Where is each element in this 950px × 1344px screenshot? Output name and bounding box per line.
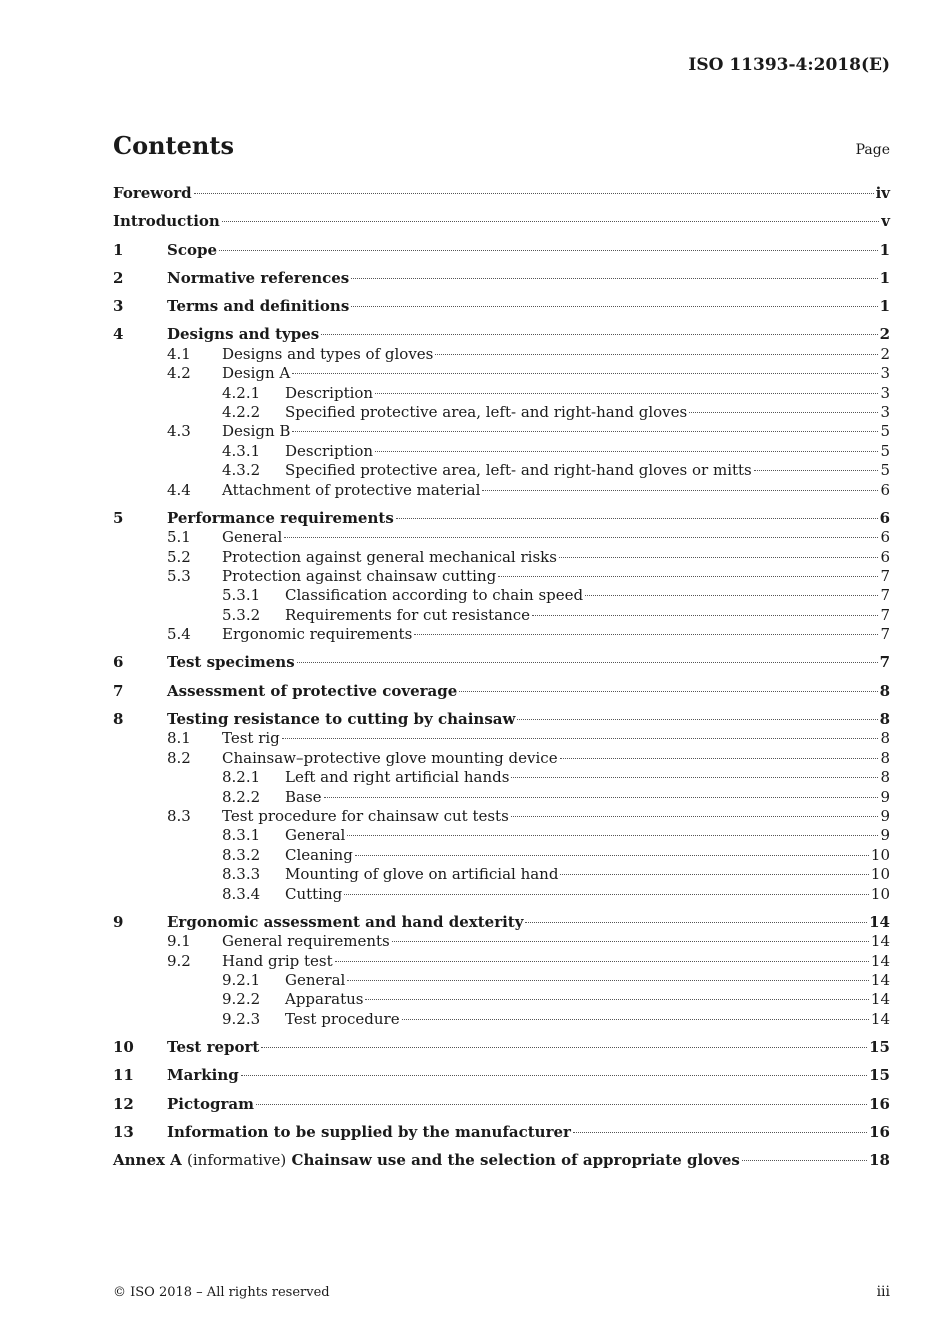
toc-entry-title: Requirements for cut resistance xyxy=(285,605,531,624)
dot-leader xyxy=(560,758,879,759)
dot-leader xyxy=(194,193,874,194)
toc-entry[interactable] xyxy=(113,749,890,768)
toc-entry-title: Foreword xyxy=(113,184,192,202)
toc-entry-title: Normative references xyxy=(167,268,350,287)
toc-entry[interactable] xyxy=(113,442,890,461)
toc-entry[interactable] xyxy=(113,241,890,260)
toc-entry[interactable] xyxy=(113,807,890,826)
dot-leader xyxy=(256,1104,867,1105)
toc-entry-page: 5 xyxy=(880,422,890,441)
toc-entry[interactable] xyxy=(113,461,890,480)
dot-leader xyxy=(365,999,868,1000)
toc-entry-title: Chainsaw–protective glove mounting device xyxy=(222,748,558,767)
toc-entry-number: 5.3.2 xyxy=(222,605,261,624)
dot-leader xyxy=(284,537,878,538)
toc-entry-page: 8 xyxy=(880,768,890,787)
annex-label: Annex A xyxy=(113,1151,182,1170)
toc-entry-page: 5 xyxy=(880,441,890,460)
toc-entry-number: 8.3.3 xyxy=(222,865,261,884)
toc-entry-number: 4 xyxy=(113,325,124,344)
toc-entry[interactable] xyxy=(113,509,890,528)
toc-entry-title: Designs and types xyxy=(167,325,320,344)
toc-entry-page: 14 xyxy=(870,932,890,951)
toc-entry[interactable] xyxy=(113,846,890,865)
toc-entry-title: General xyxy=(285,970,346,989)
dot-leader xyxy=(335,961,869,962)
toc-entry-title: Test rig xyxy=(222,729,280,748)
toc-entry-page: v xyxy=(881,212,890,231)
dot-leader xyxy=(459,691,877,692)
dot-leader xyxy=(402,1019,869,1020)
toc-entry[interactable] xyxy=(113,481,890,500)
toc-entry-title: General requirements xyxy=(222,932,390,951)
dot-leader xyxy=(392,941,869,942)
toc-entry-title: Attachment of protective material xyxy=(222,480,481,499)
toc-entry-number: 9 xyxy=(113,912,124,931)
toc-entry-title: General xyxy=(222,528,283,547)
toc-entry[interactable] xyxy=(113,729,890,748)
toc-entry[interactable] xyxy=(113,913,890,932)
toc-entry[interactable] xyxy=(113,325,890,344)
toc-entry-title: Apparatus xyxy=(285,990,364,1009)
toc-entry-number: 4.2.1 xyxy=(222,383,261,402)
dot-leader xyxy=(573,1132,867,1133)
toc-entry-number: 5.3 xyxy=(167,566,191,585)
toc-entry-title: Test procedure xyxy=(285,1009,400,1028)
copyright-notice: © ISO 2018 – All rights reserved xyxy=(113,1285,330,1300)
dot-leader xyxy=(347,980,869,981)
toc-entry-page: 7 xyxy=(880,566,890,585)
toc-entry-number: 1 xyxy=(113,240,124,259)
toc-entry-page: 18 xyxy=(869,1151,890,1170)
dot-leader xyxy=(498,576,878,577)
dot-leader xyxy=(321,334,877,335)
dot-leader xyxy=(351,306,877,307)
toc-entry-title: General xyxy=(285,826,346,845)
toc-entry-page: 7 xyxy=(880,625,890,644)
dot-leader xyxy=(511,777,878,778)
toc-entry-number: 4.3.1 xyxy=(222,441,261,460)
toc-entry-number: 3 xyxy=(113,297,124,316)
toc-entry-number: 5.2 xyxy=(167,547,191,566)
dot-leader xyxy=(324,797,879,798)
toc-entry[interactable] xyxy=(113,1066,890,1085)
toc-entry-title: Base xyxy=(285,787,322,806)
dot-leader xyxy=(222,221,879,222)
toc-entry-page: 5 xyxy=(880,461,890,480)
toc-entry-page: 8 xyxy=(880,748,890,767)
toc-entry-page: 2 xyxy=(879,325,890,344)
toc-entry-number: 9.1 xyxy=(167,932,191,951)
toc-entry-number: 8.2.1 xyxy=(222,768,261,787)
toc-entry-title: Scope xyxy=(167,240,218,259)
toc-entry-page: 15 xyxy=(869,1038,890,1057)
toc-entry[interactable] xyxy=(113,625,890,644)
dot-leader xyxy=(689,412,878,413)
toc-entry-page: 10 xyxy=(870,845,890,864)
toc-entry[interactable] xyxy=(113,528,890,547)
toc-entry-number: 8.3.4 xyxy=(222,884,261,903)
toc-entry[interactable] xyxy=(113,990,890,1009)
dot-leader xyxy=(292,431,878,432)
toc-entry-title: Left and right artificial hands xyxy=(285,768,510,787)
toc-entry-number: 4.3.2 xyxy=(222,461,261,480)
toc-entry-page: 6 xyxy=(879,508,890,527)
toc-entry[interactable] xyxy=(113,403,890,422)
dot-leader xyxy=(511,816,879,817)
toc-entry-title: Ergonomic requirements xyxy=(222,625,413,644)
toc-entry-page: 3 xyxy=(880,364,890,383)
toc-entry-title: Designs and types of gloves xyxy=(222,344,434,363)
toc-entry-page: 3 xyxy=(880,383,890,402)
toc-entry-page: 1 xyxy=(879,240,890,259)
toc-entry[interactable] xyxy=(113,932,890,951)
toc-entry-number: 10 xyxy=(113,1038,134,1057)
toc-entry[interactable] xyxy=(113,971,890,990)
toc-entry-number: 6 xyxy=(113,653,124,672)
dot-leader xyxy=(532,615,878,616)
toc-entry-title: Design A xyxy=(222,364,291,383)
toc-entry-number: 8.2.2 xyxy=(222,787,261,806)
document-identifier: ISO 11393-4:2018(E) xyxy=(688,55,890,75)
toc-entry[interactable] xyxy=(113,826,890,845)
toc-entry[interactable] xyxy=(113,1095,890,1114)
toc-entry-title: Mounting of glove on artificial hand xyxy=(285,865,559,884)
dot-leader xyxy=(525,922,867,923)
toc-entry-page: 6 xyxy=(880,547,890,566)
toc-entry[interactable] xyxy=(113,653,890,672)
toc-entry-page: 2 xyxy=(880,344,890,363)
toc-entry[interactable] xyxy=(113,548,890,567)
page-title: Contents xyxy=(113,131,234,160)
toc-entry[interactable] xyxy=(113,184,890,203)
toc-entry[interactable] xyxy=(113,422,890,441)
toc-entry-title: Protection against general mechanical risks xyxy=(222,547,557,566)
toc-entry[interactable] xyxy=(113,345,890,364)
toc-entry-page: 7 xyxy=(880,586,890,605)
toc-entry-page: 1 xyxy=(879,297,890,316)
toc-entry-title: Introduction xyxy=(113,212,220,231)
dot-leader xyxy=(261,1047,867,1048)
toc-entry-title: Testing resistance to cutting by chainsaw xyxy=(167,710,516,728)
toc-entry-number: 9.2.2 xyxy=(222,990,261,1009)
toc-entry[interactable] xyxy=(113,606,890,625)
dot-leader xyxy=(241,1075,867,1076)
toc-entry-title: Hand grip test xyxy=(222,951,333,970)
dot-leader xyxy=(559,557,879,558)
page-column-label: Page xyxy=(855,142,890,158)
toc-entry[interactable] xyxy=(113,297,890,316)
toc-entry-number: 5.1 xyxy=(167,528,191,547)
toc-entry-number: 8.3 xyxy=(167,806,191,825)
toc-entry-number: 4.2.2 xyxy=(222,402,261,421)
toc-entry-number: 2 xyxy=(113,268,124,287)
toc-entry-number: 11 xyxy=(113,1066,134,1085)
toc-entry-page: 6 xyxy=(880,480,890,499)
toc-entry[interactable] xyxy=(113,865,890,884)
dot-leader xyxy=(347,835,878,836)
annex-title: Chainsaw use and the selection of appropriate gloves xyxy=(291,1151,740,1170)
toc-entry-number: 4.4 xyxy=(167,480,191,499)
toc-entry[interactable] xyxy=(113,885,890,904)
toc-entry[interactable] xyxy=(113,768,890,787)
toc-entry-title: Terms and definitions xyxy=(167,297,350,316)
toc-entry-number: 5.4 xyxy=(167,625,191,644)
dot-leader xyxy=(742,1160,867,1161)
toc-entry-title: Classification according to chain speed xyxy=(285,586,584,605)
toc-entry-title: Performance requirements xyxy=(167,508,394,527)
toc-entry[interactable] xyxy=(113,952,890,971)
toc-entry-number: 9.2.3 xyxy=(222,1009,261,1028)
toc-entry-number: 5.3.1 xyxy=(222,586,261,605)
toc-entry-title: Specified protective area, left- and right-hand gloves xyxy=(285,402,688,421)
dot-leader xyxy=(375,393,878,394)
dot-leader xyxy=(344,894,869,895)
toc-entry-page: 14 xyxy=(869,912,890,931)
dot-leader xyxy=(517,719,877,720)
toc-entry-page: 8 xyxy=(879,681,890,700)
annex-qualifier: (informative) xyxy=(187,1151,287,1170)
toc-entry-title: Ergonomic assessment and hand dexterity xyxy=(167,912,524,931)
toc-entry[interactable] xyxy=(113,682,890,701)
toc-entry-page: iv xyxy=(875,184,890,202)
toc-entry-title: Protection against chainsaw cutting xyxy=(222,566,497,585)
dot-leader xyxy=(282,738,879,739)
dot-leader xyxy=(754,470,879,471)
toc-entry-page: 14 xyxy=(870,951,890,970)
toc-entry[interactable] xyxy=(113,1038,890,1057)
toc-entry-number: 8.1 xyxy=(167,729,191,748)
toc-entry-title: Marking xyxy=(167,1066,239,1085)
toc-entry-number: 4.1 xyxy=(167,344,191,363)
dot-leader xyxy=(482,490,878,491)
toc-entry-page: 14 xyxy=(870,970,890,989)
toc-entry-title: Information to be supplied by the manufacturer xyxy=(167,1122,571,1141)
toc-entry-page: 10 xyxy=(870,884,890,903)
toc-entry-number: 12 xyxy=(113,1094,134,1113)
dot-leader xyxy=(355,855,869,856)
toc-entry-title: Description xyxy=(285,441,374,460)
toc-entry[interactable] xyxy=(113,788,890,807)
dot-leader xyxy=(585,595,878,596)
toc-entry-page: 9 xyxy=(880,806,890,825)
toc-entry-title: Test report xyxy=(167,1038,260,1057)
toc-entry-page: 6 xyxy=(880,528,890,547)
toc-entry-page: 16 xyxy=(869,1094,890,1113)
toc-entry-number: 8.3.2 xyxy=(222,845,261,864)
dot-leader xyxy=(375,451,878,452)
toc-entry-title: Cutting xyxy=(285,884,343,903)
toc-entry[interactable] xyxy=(113,212,890,231)
toc-entry[interactable] xyxy=(113,710,890,729)
toc-entry-title: Assessment of protective coverage xyxy=(167,681,458,700)
toc-entry[interactable] xyxy=(113,1123,890,1142)
toc-entry-page: 9 xyxy=(880,787,890,806)
toc-entry-title: Test procedure for chainsaw cut tests xyxy=(222,806,509,825)
annex-title-group xyxy=(113,1151,740,1170)
toc-entry-number: 4.2 xyxy=(167,364,191,383)
dot-leader xyxy=(560,874,868,875)
toc-entry-page: 8 xyxy=(880,729,890,748)
toc-entry[interactable] xyxy=(113,567,890,586)
dot-leader xyxy=(435,354,878,355)
toc-entry-number: 8.2 xyxy=(167,748,191,767)
toc-entry-page: 9 xyxy=(880,826,890,845)
table-of-contents xyxy=(113,184,890,1171)
toc-entry-page: 8 xyxy=(879,710,890,728)
dot-leader xyxy=(292,373,878,374)
toc-entry-page: 1 xyxy=(879,268,890,287)
toc-entry-title: Description xyxy=(285,383,374,402)
toc-entry-page: 3 xyxy=(880,402,890,421)
dot-leader xyxy=(351,278,877,279)
toc-entry-page: 7 xyxy=(880,605,890,624)
toc-entry-number: 9.2.1 xyxy=(222,970,261,989)
toc-entry-number: 13 xyxy=(113,1122,134,1141)
toc-entry-page: 7 xyxy=(879,653,890,672)
toc-entry-number: 8.3.1 xyxy=(222,826,261,845)
dot-leader xyxy=(297,662,878,663)
toc-entry-annex[interactable] xyxy=(113,1151,890,1170)
toc-entry-number: 8 xyxy=(113,710,124,728)
toc-entry[interactable] xyxy=(113,384,890,403)
toc-entry-page: 15 xyxy=(869,1066,890,1085)
toc-entry[interactable] xyxy=(113,1010,890,1029)
toc-entry-title: Cleaning xyxy=(285,845,353,864)
toc-entry-title: Test specimens xyxy=(167,653,295,672)
dot-leader xyxy=(219,250,878,251)
toc-entry[interactable] xyxy=(113,269,890,288)
toc-entry-number: 7 xyxy=(113,681,124,700)
dot-leader xyxy=(396,518,878,519)
toc-entry-number: 4.3 xyxy=(167,422,191,441)
toc-entry-page: 14 xyxy=(870,1009,890,1028)
toc-entry-number: 9.2 xyxy=(167,951,191,970)
toc-entry-title: Specified protective area, left- and right-hand gloves or mitts xyxy=(285,461,752,480)
toc-entry-number: 5 xyxy=(113,508,124,527)
toc-entry-title: Pictogram xyxy=(167,1094,255,1113)
page-number: iii xyxy=(876,1284,890,1300)
toc-entry-page: 14 xyxy=(870,990,890,1009)
toc-entry[interactable] xyxy=(113,364,890,383)
toc-entry-page: 16 xyxy=(869,1122,890,1141)
toc-entry-page: 10 xyxy=(870,865,890,884)
dot-leader xyxy=(414,634,878,635)
toc-entry[interactable] xyxy=(113,586,890,605)
toc-entry-title: Design B xyxy=(222,422,291,441)
